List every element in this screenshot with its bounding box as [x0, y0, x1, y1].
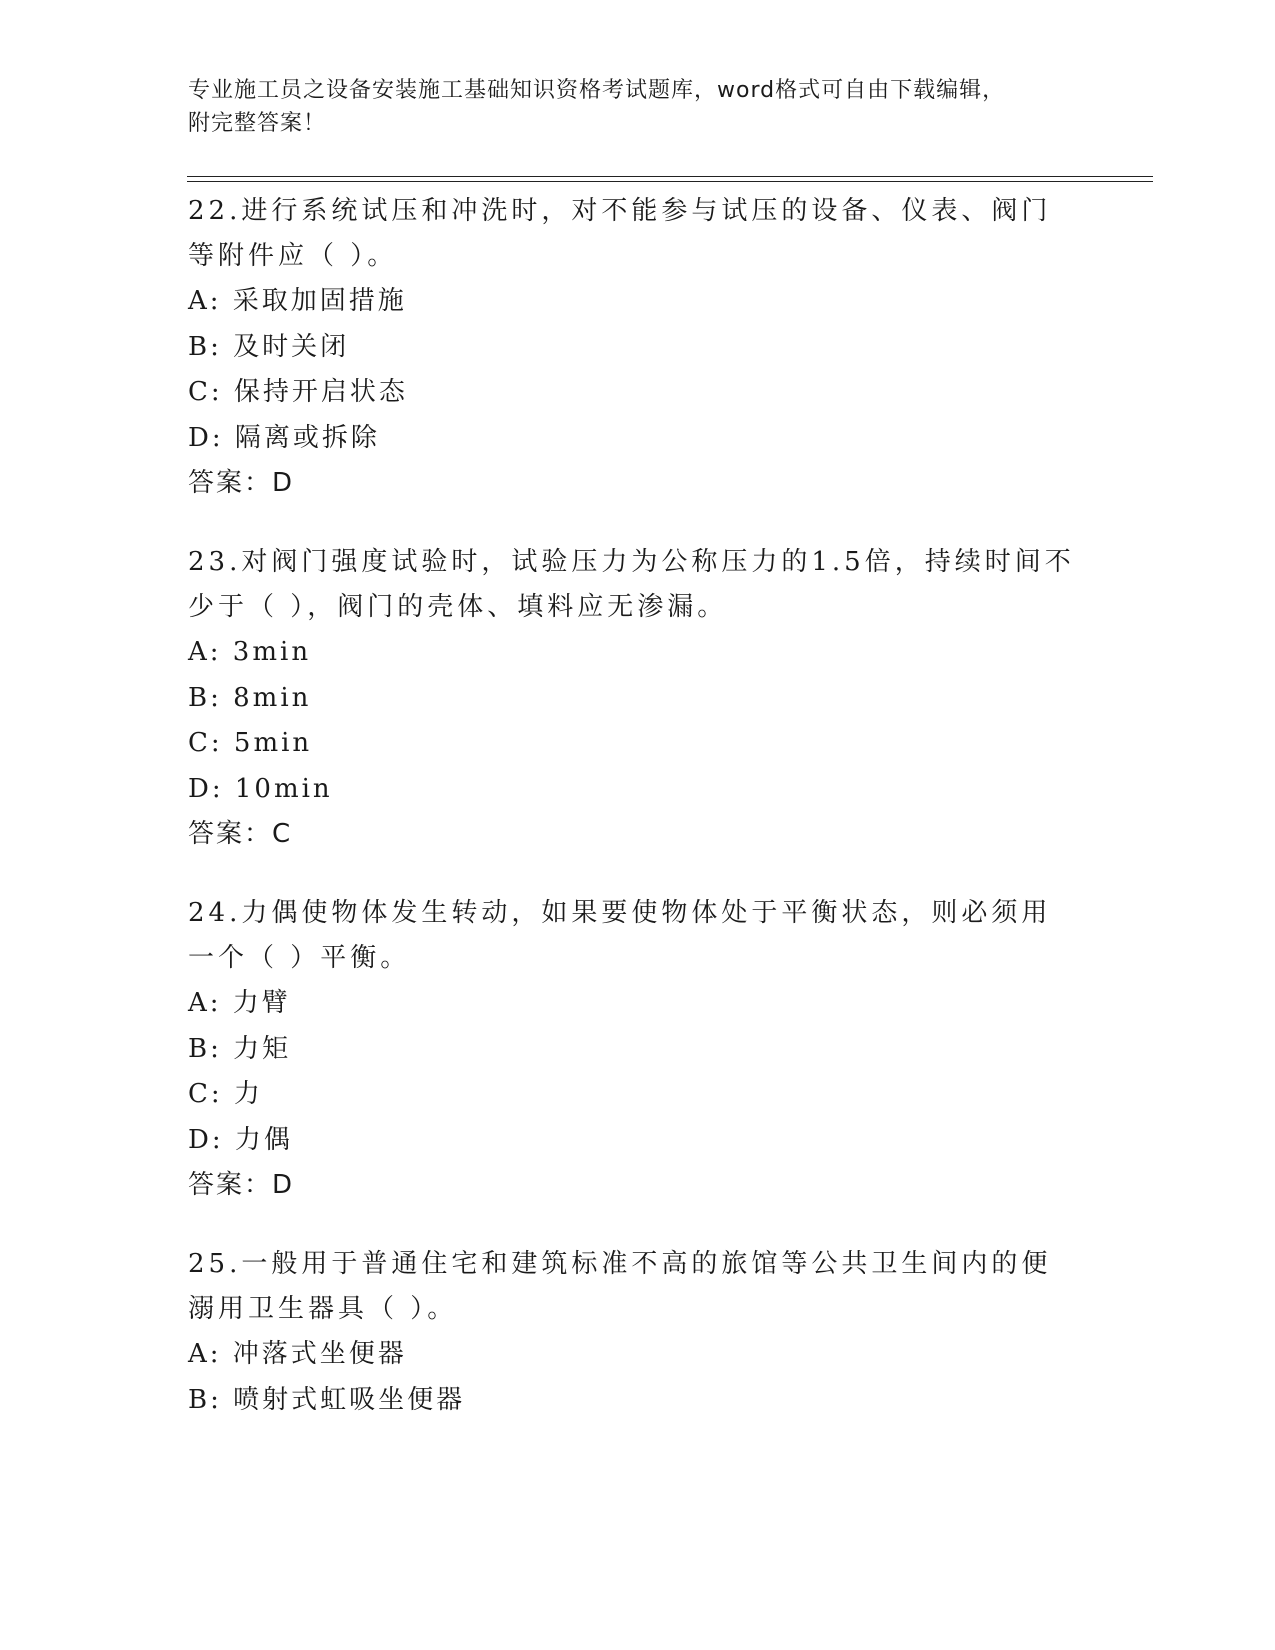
option-a: A: 力臂 — [188, 988, 291, 1018]
option-d: D: 隔离或拆除 — [188, 422, 380, 453]
answer-line: 答案：D — [188, 1170, 295, 1200]
option-d: D: 10min — [188, 773, 333, 804]
option-b: B: 8min — [188, 682, 312, 713]
option-a: A: 3min — [188, 637, 312, 667]
header-line-1: 专业施工员之设备安装施工基础知识资格考试题库，word格式可自由下载编辑， — [188, 78, 1006, 103]
question-25 — [188, 1242, 1078, 1423]
option-b: B: 喷射式虹吸坐便器 — [188, 1384, 466, 1415]
question-24 — [188, 891, 1078, 1208]
option-a: A: 冲落式坐便器 — [188, 1339, 407, 1369]
document-header — [188, 74, 1088, 140]
question-list — [188, 189, 1078, 1457]
option-d: D: 力偶 — [188, 1124, 293, 1155]
option-a: A: 采取加固措施 — [188, 286, 407, 316]
option-b: B: 及时关闭 — [188, 331, 350, 362]
option-c: C: 5min — [188, 728, 313, 758]
question-stem: 23.对阀门强度试验时，试验压力为公称压力的1.5倍，持续时间不少于（ ），阀门的壳体、填料应无渗漏。 — [188, 547, 1075, 622]
question-23 — [188, 540, 1078, 857]
question-stem: 25.一般用于普通住宅和建筑标准不高的旅馆等公共卫生间内的便溺用卫生器具（ ）。 — [188, 1249, 1052, 1324]
option-b: B: 力矩 — [188, 1033, 292, 1064]
answer-line: 答案：D — [188, 468, 295, 498]
option-c: C: 力 — [188, 1079, 263, 1109]
header-divider-top — [187, 176, 1153, 177]
header-divider-bottom — [187, 181, 1153, 182]
answer-line: 答案：C — [188, 819, 293, 849]
option-c: C: 保持开启状态 — [188, 377, 408, 407]
question-22 — [188, 189, 1078, 506]
question-stem: 24.力偶使物体发生转动，如果要使物体处于平衡状态，则必须用一个（ ）平衡。 — [188, 898, 1052, 973]
question-stem: 22.进行系统试压和冲洗时，对不能参与试压的设备、仪表、阀门等附件应（ ）。 — [188, 196, 1052, 271]
header-line-2: 附完整答案！ — [188, 111, 327, 136]
